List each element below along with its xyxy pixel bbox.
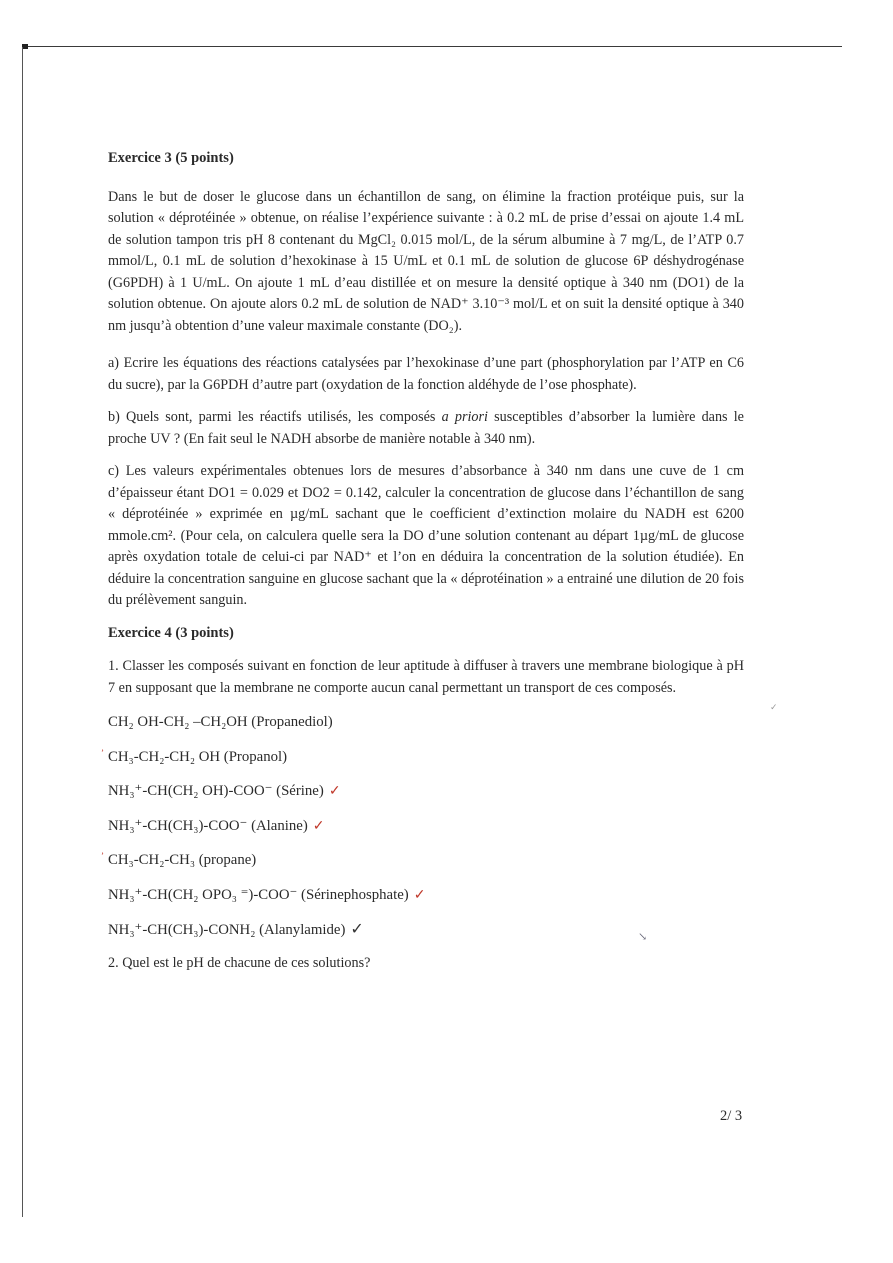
question-b-italic: a priori (441, 409, 488, 425)
compound-text: CH₂ OH-CH₂ –CH₂OH (Propanediol) (108, 714, 333, 730)
compound-text: NH₃⁺-CH(CH₂ OPO₃ ⁼)-COO⁻ (Sérinephosphate) (108, 886, 409, 903)
red-tick-icon: ʼ (101, 851, 104, 861)
question-b-end: susceptibles d’absorber la lumière dans le proche UV ? (En fait seul le NADH absorbe de manière notable à 340 nm). (108, 409, 744, 447)
exercise3-question-a: a) Ecrire les équations des réactions catalysées par l’hexokinase d’une part (phosphorylation par l’ATP en C6 du sucre), par la G6PDH d’autre part (oxydation de la fonction aldéhyde de l’ose phosphate). (108, 355, 744, 393)
compound-serinephosphate (108, 885, 744, 907)
exercise4-question-1: 1. Classer les composés suivant en fonction de leur aptitude à diffuser à travers une membrane biologique à pH 7 en supposant que la membrane ne comporte aucun canal permettant un transport de ces composés. (108, 658, 744, 696)
compound-text: NH₃⁺-CH(CH₃)-COO⁻ (Alanine) (108, 817, 308, 834)
compound-text: NH₃⁺-CH(CH₂ OH)-COO⁻ (Sérine) (108, 783, 324, 799)
compound-propanol (101, 747, 744, 769)
exercise3-question-c: c) Les valeurs expérimentales obtenues lors de mesures d’absorbance à 340 nm dans une cuve de 1 cm d’épaisseur étant DO1 = 0.029 et DO2 = 0.142, calculer la concentration de glucose dans l’échantillon de sang « déprotéinée » exprimée en µg/mL sachant que le coefficient d’extinction molaire du NADH est 6200 mmole.cm². (Pour cela, on calculera quelle sera la DO d’une solution contenant au départ 1µg/mL de glucose après oxydation totale de celui-ci par NAD⁺ et l’on en déduira la concentration de la solution étudiée). En déduire la concentration sanguine en glucose sachant que la « déprotéination » a entrainé une dilution de 20 fois du prélèvement sanguin. (108, 463, 744, 608)
exercise4-question-2: 2. Quel est le pH de chacune de ces solutions? (108, 954, 371, 971)
compound-alanylamide (108, 919, 744, 942)
scan-speck-icon: ✓ (770, 702, 778, 712)
scan-speck-icon: ↘ (638, 931, 648, 943)
exercise3-intro: Dans le but de doser le glucose dans un échantillon de sang, on élimine la fraction protéique puis, sur la solution « déprotéinée » obtenue, on réalise l’expérience suivante : à 0.2 mL de prise d’essai on ajoute 1.4 mL de solution tampon tris pH 8 contenant du MgCl₂ 0.015 mol/L, de la sérum albumine à 7 mg/L, de l’ATP 0.7 mmol/L, 0.1 mL de solution d’hexokinase à 15 U/mL et 0.1 mL de solution de glucose 6P déshydrogénase (G6PDH) à 1 U/mL. On ajoute 1 mL d’eau distillée et on mesure la densité optique à 340 nm (DO1) de la solution obtenue. On ajoute alors 0.2 mL de solution de NAD⁺ 3.10⁻³ mol/L et on suit la densité optique à 340 nm jusqu’à obtention d’une valeur maximale constante (DO₂). (108, 188, 744, 334)
compound-text: NH₃⁺-CH(CH₃)-CONH₂ (Alanylamide) (108, 922, 346, 938)
compound-propanediol (108, 712, 744, 734)
compound-text: CH₃-CH₂-CH₂ OH (Propanol) (108, 748, 288, 765)
exam-content (101, 148, 744, 974)
check-icon: ✓ (350, 921, 364, 938)
page-top-border (22, 46, 842, 47)
exercise3-heading: Exercice 3 (5 points) (108, 150, 234, 166)
exercise3-question-b (108, 407, 744, 450)
compound-alanine (108, 816, 744, 838)
check-icon: ✓ (328, 784, 341, 799)
compound-serine (108, 781, 744, 803)
question-b-start: b) Quels sont, parmi les réactifs utilisés, les composés (108, 409, 442, 425)
page-left-border (22, 47, 23, 1217)
check-icon: ✓ (312, 818, 325, 834)
exercise4-heading: Exercice 4 (3 points) (108, 624, 234, 641)
red-tick-icon: ʼ (101, 747, 104, 758)
compound-text: CH₃-CH₂-CH₃ (propane) (108, 852, 257, 868)
compound-propane (101, 850, 744, 872)
page-number: 2/ 3 (720, 1108, 743, 1124)
check-icon: ✓ (413, 887, 426, 903)
